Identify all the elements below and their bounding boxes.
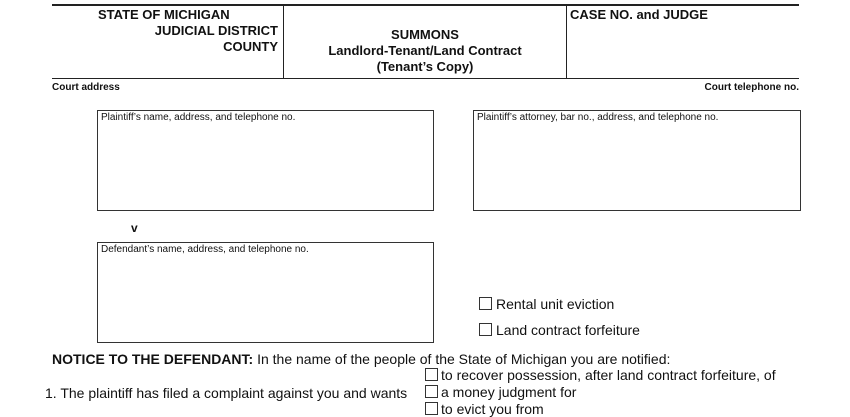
state-label: STATE OF MICHIGAN bbox=[98, 7, 230, 22]
court-address-field[interactable] bbox=[140, 80, 640, 94]
form-title-line-2: Landlord-Tenant/Land Contract bbox=[328, 43, 522, 58]
rental-eviction-label: Rental unit eviction bbox=[496, 296, 615, 312]
notice-heading: NOTICE TO THE DEFENDANT: bbox=[52, 351, 254, 367]
notice-line bbox=[52, 351, 670, 367]
versus-label: v bbox=[131, 221, 138, 235]
court-telephone-label: Court telephone no. bbox=[704, 82, 799, 93]
item-1-text: 1. The plaintiff has filed a complaint against you and wants bbox=[45, 385, 408, 401]
header-bottom-rule bbox=[52, 78, 799, 79]
defendant-box-label: Defendant’s name, address, and telephone no. bbox=[101, 244, 309, 255]
land-contract-forfeiture-label: Land contract forfeiture bbox=[496, 322, 640, 338]
form-title-line-3: (Tenant’s Copy) bbox=[376, 59, 474, 74]
rental-eviction-checkbox[interactable] bbox=[479, 297, 492, 310]
court-address-label: Court address bbox=[52, 82, 120, 93]
evict-option-label: to evict you from bbox=[441, 401, 544, 417]
form-title bbox=[284, 27, 566, 75]
case-number-label: CASE NO. and JUDGE bbox=[570, 7, 708, 22]
notice-text: In the name of the people of the State of Michigan you are notified: bbox=[257, 351, 671, 367]
attorney-box-label: Plaintiff’s attorney, bar no., address, and telephone no. bbox=[477, 112, 719, 123]
plaintiff-box[interactable] bbox=[97, 110, 434, 211]
land-contract-forfeiture-checkbox[interactable] bbox=[479, 323, 492, 336]
plaintiff-box-label: Plaintiff’s name, address, and telephone no. bbox=[101, 112, 296, 123]
money-judgment-checkbox[interactable] bbox=[425, 385, 438, 398]
attorney-box[interactable] bbox=[473, 110, 801, 211]
money-judgment-option-label: a money judgment for bbox=[441, 384, 577, 400]
possession-checkbox[interactable] bbox=[425, 368, 438, 381]
case-number-field[interactable] bbox=[568, 24, 798, 76]
possession-option-label: to recover possession, after land contract forfeiture, of bbox=[441, 367, 776, 383]
form-title-line-1: SUMMONS bbox=[391, 27, 459, 42]
header-divider-right bbox=[566, 5, 567, 79]
header-top-rule bbox=[52, 4, 799, 6]
judicial-district-label: JUDICIAL DISTRICT bbox=[154, 23, 278, 38]
defendant-box[interactable] bbox=[97, 242, 434, 343]
county-label: COUNTY bbox=[223, 39, 278, 54]
